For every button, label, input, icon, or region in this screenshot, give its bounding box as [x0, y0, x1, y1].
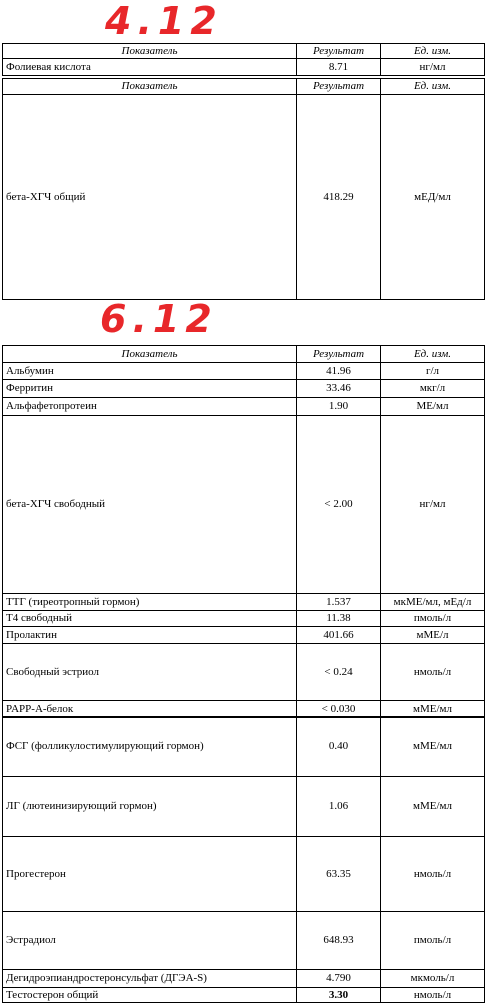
table-row — [3, 912, 485, 970]
row-unit: мМЕ/мл — [381, 701, 485, 718]
row-result: 1.537 — [297, 594, 381, 611]
row-name: ФСГ (фолликулостимулирующий гормон) — [3, 717, 297, 777]
table-header-row — [3, 346, 485, 363]
table-row — [3, 970, 485, 988]
table-row — [3, 644, 485, 701]
table-row — [3, 701, 485, 718]
row-unit: мкг/л — [381, 380, 485, 398]
row-result: 63.35 — [297, 837, 381, 912]
row-name: Эстрадиол — [3, 912, 297, 970]
row-name: Т4 свободный — [3, 611, 297, 627]
header-result: Результат — [297, 44, 381, 59]
header-result: Результат — [297, 79, 381, 95]
table-row — [3, 380, 485, 398]
row-result: < 0.24 — [297, 644, 381, 701]
row-name: Альфафетопротеин — [3, 398, 297, 416]
table-row — [3, 717, 485, 777]
row-name: ЛГ (лютеинизирующий гормон) — [3, 777, 297, 837]
row-unit: нмоль/л — [381, 988, 485, 1003]
results-table-folic — [2, 43, 485, 76]
row-name: Прогестерон — [3, 837, 297, 912]
table-row — [3, 594, 485, 611]
row-result: 1.06 — [297, 777, 381, 837]
table-row — [3, 777, 485, 837]
row-result: 8.71 — [297, 59, 381, 76]
row-name: ТТГ (тиреотропный гормон) — [3, 594, 297, 611]
header-unit: Ед. изм. — [381, 346, 485, 363]
row-name: Альбумин — [3, 363, 297, 380]
results-table-hcg — [2, 78, 485, 300]
row-unit: мЕД/мл — [381, 95, 485, 300]
row-name: бета-ХГЧ свободный — [3, 416, 297, 594]
row-unit: нг/мл — [381, 416, 485, 594]
table-row — [3, 627, 485, 644]
row-unit: мкмоль/л — [381, 970, 485, 988]
row-result: 4.790 — [297, 970, 381, 988]
row-result: 401.66 — [297, 627, 381, 644]
row-result: 0.40 — [297, 717, 381, 777]
row-unit: нг/мл — [381, 59, 485, 76]
table-row — [3, 398, 485, 416]
handwritten-date-2: 6.12 — [100, 297, 218, 341]
header-indicator: Показатель — [3, 346, 297, 363]
results-table-panel — [2, 345, 485, 718]
row-result: 1.90 — [297, 398, 381, 416]
results-table-hormones — [2, 716, 485, 1003]
row-result: 11.38 — [297, 611, 381, 627]
row-unit: нмоль/л — [381, 644, 485, 701]
row-name: Тестостерон общий — [3, 988, 297, 1003]
header-indicator: Показатель — [3, 44, 297, 59]
row-result: < 2.00 — [297, 416, 381, 594]
row-name: Дегидроэпиандростеронсульфат (ДГЭА-S) — [3, 970, 297, 988]
row-result: < 0.030 — [297, 701, 381, 718]
row-unit: нмоль/л — [381, 837, 485, 912]
table-row — [3, 416, 485, 594]
header-unit: Ед. изм. — [381, 44, 485, 59]
row-unit: мМЕ/мл — [381, 777, 485, 837]
table-row — [3, 988, 485, 1003]
row-name: Свободный эстриол — [3, 644, 297, 701]
row-result: 648.93 — [297, 912, 381, 970]
header-unit: Ед. изм. — [381, 79, 485, 95]
row-result: 418.29 — [297, 95, 381, 300]
row-name: Фолиевая кислота — [3, 59, 297, 76]
row-unit: г/л — [381, 363, 485, 380]
handwritten-date-1: 4.12 — [105, 0, 223, 43]
row-result: 41.96 — [297, 363, 381, 380]
table-row — [3, 95, 485, 300]
table-row — [3, 363, 485, 380]
row-unit: мМЕ/мл — [381, 717, 485, 777]
header-indicator: Показатель — [3, 79, 297, 95]
row-unit: мМЕ/л — [381, 627, 485, 644]
row-result: 33.46 — [297, 380, 381, 398]
row-name: PAPP-A-белок — [3, 701, 297, 718]
row-unit: мкМЕ/мл, мЕд/л — [381, 594, 485, 611]
row-unit: пмоль/л — [381, 611, 485, 627]
row-unit: пмоль/л — [381, 912, 485, 970]
header-result: Результат — [297, 346, 381, 363]
table-row — [3, 59, 485, 76]
row-name: Ферритин — [3, 380, 297, 398]
row-unit: МЕ/мл — [381, 398, 485, 416]
table-header-row — [3, 79, 485, 95]
row-name: бета-ХГЧ общий — [3, 95, 297, 300]
table-row — [3, 837, 485, 912]
table-header-row — [3, 44, 485, 59]
row-name: Пролактин — [3, 627, 297, 644]
row-result: 3.30 — [297, 988, 381, 1003]
table-row — [3, 611, 485, 627]
